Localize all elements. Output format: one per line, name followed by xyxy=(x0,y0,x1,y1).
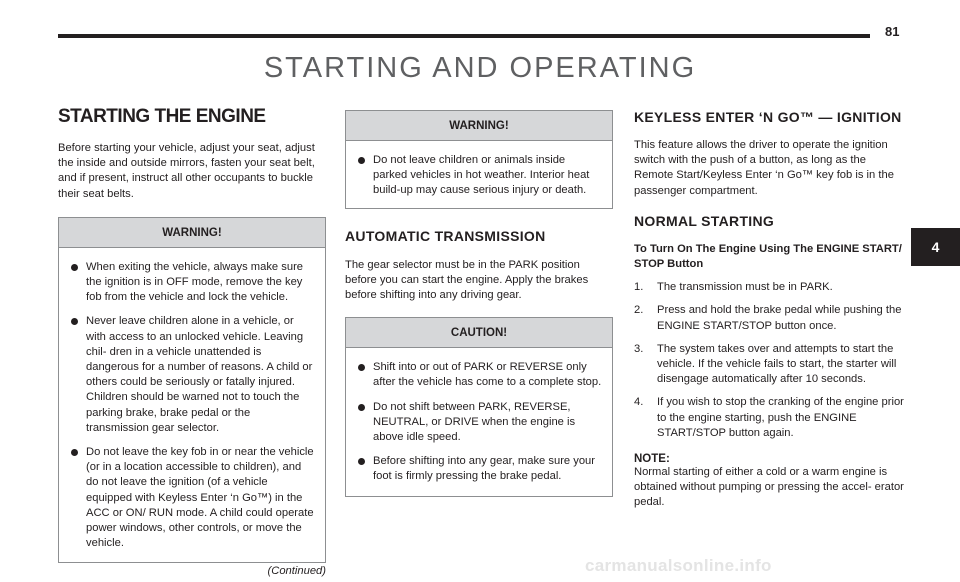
bullet-icon xyxy=(358,157,365,164)
continued-label: (Continued) xyxy=(267,565,326,578)
header-rule xyxy=(58,34,870,38)
note-paragraph: Normal starting of either a cold or a warm engine is obtained without pumping or pressing the accel- erator pedal. xyxy=(634,466,904,509)
warning-text: Do not leave the key fob in or near the vehicle (or in a location accessible to children), and do not leave the ignition (of a vehicle equipped with Keyless Enter ‘n Go™) in the ACC or ON/ RUN mode. A child could operate power windows, other controls, or move the vehicle. xyxy=(86,446,314,550)
step-number: 2. xyxy=(634,304,644,317)
warning-item xyxy=(356,153,602,199)
warning-item xyxy=(69,445,315,551)
watermark: carmanualsonline.info xyxy=(585,556,772,575)
procedure-title: To Turn On The Engine Using The ENGINE START/ STOP Button xyxy=(634,242,902,271)
transmission-paragraph: The gear selector must be in the PARK position before you can start the engine. Apply the brakes before shifting into any driving gear. xyxy=(345,258,589,302)
column-starting-engine xyxy=(58,104,326,577)
caution-text: Shift into or out of PARK or REVERSE only after the vehicle has come to a complete stop. xyxy=(373,361,602,389)
page-number: 81 xyxy=(885,24,900,39)
step-item xyxy=(634,280,904,295)
warning-box xyxy=(58,217,326,564)
caution-box-title: CAUTION! xyxy=(346,318,612,348)
caution-box xyxy=(345,317,613,496)
warning-item xyxy=(69,314,315,436)
warning-text: When exiting the vehicle, always make sure the ignition is in OFF mode, remove the key fob from the vehicle and lock the vehicle. xyxy=(86,260,304,304)
step-text: The transmission must be in PARK. xyxy=(657,281,833,294)
steps-list xyxy=(634,280,904,441)
step-item xyxy=(634,395,904,441)
column-keyless-ignition xyxy=(634,104,904,511)
step-item xyxy=(634,342,904,388)
chapter-tab[interactable]: 4 xyxy=(911,228,960,266)
bullet-icon xyxy=(71,449,78,456)
bullet-icon xyxy=(358,364,365,371)
note-title: NOTE: xyxy=(634,453,670,466)
caution-text: Do not shift between PARK, REVERSE, NEUTRAL, or DRIVE when the engine is above idle speed. xyxy=(373,400,576,444)
caution-item xyxy=(356,400,602,446)
section-heading-automatic-transmission: AUTOMATIC TRANSMISSION xyxy=(345,227,546,244)
caution-text: Before shifting into any gear, make sure your foot is firmly pressing the brake pedal. xyxy=(373,455,596,483)
section-heading-starting-engine: STARTING THE ENGINE xyxy=(58,106,266,127)
warning-box xyxy=(345,110,613,209)
intro-paragraph: Before starting your vehicle, adjust your seat, adjust the inside and outside mirrors, fasten your seat belt, and if present, instruct all other occupants to buckle their seat belts. xyxy=(58,142,315,200)
bullet-icon xyxy=(71,318,78,325)
step-text: If you wish to stop the cranking of the engine prior to the engine starting, push the ENGINE START/STOP button again. xyxy=(657,396,904,439)
warning-item xyxy=(69,260,315,306)
warning-box-title: WARNING! xyxy=(346,111,612,141)
warning-box-body xyxy=(346,141,612,199)
step-number: 4. xyxy=(634,396,644,409)
caution-item xyxy=(356,360,602,390)
step-text: The system takes over and attempts to start the vehicle. If the vehicle fails to start, the starter will disengage automatically after 10 seconds. xyxy=(657,342,897,386)
bullet-icon xyxy=(358,404,365,411)
keyless-paragraph: This feature allows the driver to operate the ignition switch with the push of a button, as long as the Remote Start/Keyless Enter ‘n Go™ key fob is in the passenger compartment. xyxy=(634,139,894,197)
section-heading-keyless-ignition: KEYLESS ENTER ‘N GO™ — IGNITION xyxy=(634,109,902,125)
column-automatic-transmission xyxy=(345,110,613,497)
warning-box-title: WARNING! xyxy=(59,218,325,248)
warning-text: Do not leave children or animals inside parked vehicles in hot weather. Interior heat build-up may cause serious injury or death. xyxy=(373,154,590,197)
caution-box-body xyxy=(346,348,612,495)
chapter-title: STARTING AND OPERATING xyxy=(263,52,697,84)
bullet-icon xyxy=(71,264,78,271)
warning-text: Never leave children alone in a vehicle, or with access to an unlocked vehicle. Leaving chil- dren in a vehicle unattended is dangerous for a number of reasons. A child or others could be seriously or fatally injured. Children should be warned not to touch the parking brake, brake pedal or the transmission gear selector. xyxy=(86,315,313,434)
bullet-icon xyxy=(358,458,365,465)
caution-item xyxy=(356,454,602,484)
step-item xyxy=(634,303,904,333)
subheading-normal-starting: NORMAL STARTING xyxy=(634,212,775,229)
step-number: 1. xyxy=(634,281,644,294)
step-text: Press and hold the brake pedal while pushing the ENGINE START/STOP button once. xyxy=(657,304,902,332)
warning-box-body xyxy=(59,248,325,563)
step-number: 3. xyxy=(634,342,644,355)
